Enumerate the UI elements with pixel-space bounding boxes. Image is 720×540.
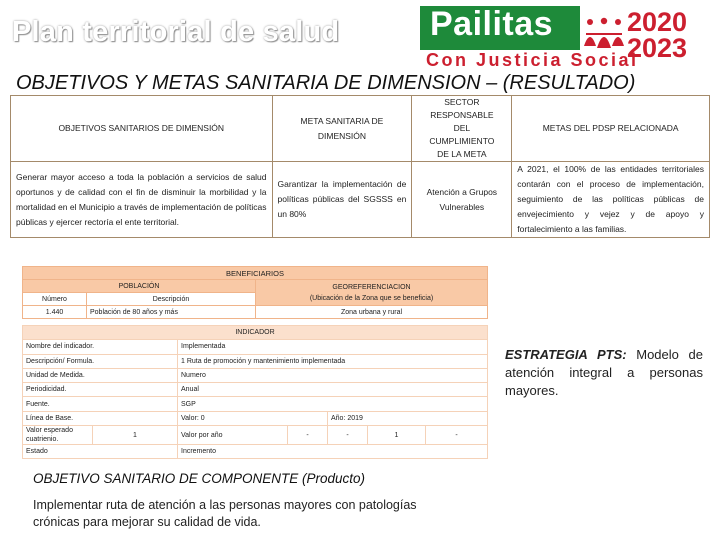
periodicidad-label: Periodicidad. [23,383,178,397]
anio-2-value: - [328,426,368,445]
georeferenciacion-cell [255,280,487,306]
objectives-content-row [11,162,710,238]
header-pdsp: METAS DEL PDSP RELACIONADA [512,96,710,162]
strategy-label: ESTRATEGIA PTS: [505,347,627,362]
descripcion-formula-value: 1 Ruta de promoción y mantenimiento implementada [178,354,488,368]
numero-label: Número [23,293,87,306]
nombre-label: Nombre del indicador. [23,340,178,354]
linea-base-anio: Año: 2019 [328,411,488,425]
table-row [23,445,488,459]
strategy-text: Modelo de atención integral a personas mayores. [505,347,703,398]
table-row [23,354,488,368]
linea-base-valor: Valor: 0 [178,411,328,425]
logo-year-end: 2023 [627,33,688,63]
table-row [23,383,488,397]
objetivo-cell: Generar mayor acceso a toda la población a servicios de salud oportunos y de calidad con el fin de disminuir la morbilidad y la mortalidad en el Municipio a través de implementación de políticas públicas y ejercer rectoría el ente territorial. [11,162,273,238]
logo-year-start: 2020 [627,7,688,37]
periodicidad-value: Anual [178,383,488,397]
strategy-block [505,346,703,400]
objectives-table [10,95,710,238]
descripcion-formula-label: Descripción/ Formula. [23,354,178,368]
indicador-table [22,325,488,459]
header-meta-text: META SANITARIA DE DIMENSIÓN [300,115,384,141]
valor-esperado-label: Valor esperado cuatrienio. [23,426,93,445]
objectives-header-row [11,96,710,162]
pailitas-logo [410,0,720,70]
zona-value: Zona urbana y rural [255,306,487,319]
fuente-value: SGP [178,397,488,411]
pdsp-cell: A 2021, el 100% de las entidades territoriales contarán con el proceso de implementación, seguimiento de las políticas públicas de envejecimiento y vejez y de apoyo y fortalecimiento a las familias. [512,162,710,238]
unidad-label: Unidad de Medida. [23,368,178,382]
fuente-label: Fuente. [23,397,178,411]
header-sector-text: SECTOR RESPONSABLE DEL CUMPLIMIENTO DE LA META [429,97,495,159]
table-row [23,397,488,411]
georef-label: GEOREFERENCIACION [332,283,411,291]
linea-base-label: Línea de Base. [23,411,178,425]
estado-value: Incremento [178,445,488,459]
sector-cell: Atención a Grupos Vulnerables [412,162,512,238]
logo-people-icon [582,16,626,52]
poblacion-label: POBLACIÓN [23,280,256,293]
numero-value: 1.440 [23,306,87,319]
table-row [23,411,488,425]
unidad-value: Numero [178,368,488,382]
logo-slogan: Con Justicia Social [426,50,639,70]
valor-esperado-value: 1 [93,426,178,445]
page-title: OBJETIVOS Y METAS SANITARIA DE DIMENSION – (RESULTADO) [16,72,636,94]
anio-3-value: 1 [368,426,426,445]
descripcion-value: Población de 80 años y más [87,306,256,319]
header-sector [412,96,512,162]
beneficiarios-table [22,266,488,319]
anio-1-value: - [288,426,328,445]
table-row [23,340,488,354]
table-row [23,368,488,382]
component-title: OBJETIVO SANITARIO DE COMPONENTE (Producto) [33,471,366,486]
component-text: Implementar ruta de atención a las personas mayores con patologías crónicas para mejorar su calidad de vida. [33,498,417,529]
header-objetivos: OBJETIVOS SANITARIOS DE DIMENSIÓN [11,96,273,162]
nombre-value: Implementada [178,340,488,354]
table-row [23,426,488,445]
georef-sub: (Ubicación de la Zona que se beneficia) [309,294,434,302]
valor-por-anio-label: Valor por año [178,426,288,445]
anio-4-value: - [426,426,488,445]
descripcion-label: Descripción [87,293,256,306]
logo-name: Pailitas [430,5,554,43]
header-title: Plan territorial de salud [12,16,340,48]
indicador-title: INDICADOR [23,326,488,340]
meta-cell: Garantizar la implementación de políticas públicas del SGSSS en un 80% [272,162,412,238]
estado-label: Estado [23,445,178,459]
header-meta [272,96,412,162]
header [0,0,720,72]
beneficiarios-title: BENEFICIARIOS [23,267,488,280]
